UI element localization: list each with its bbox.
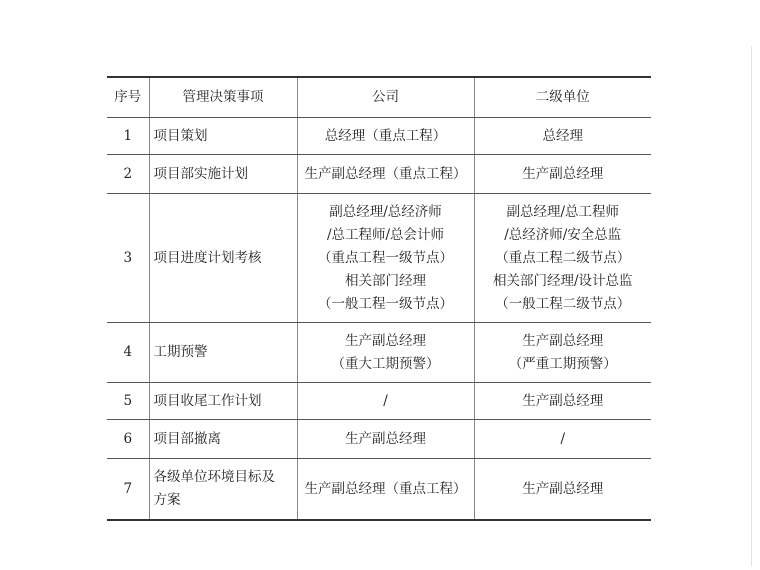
row-second-level-line: 生产副总经理 <box>522 480 604 497</box>
table-row <box>107 323 651 383</box>
row-item <box>149 155 297 194</box>
row-company-line: / <box>383 392 388 409</box>
row-second-level <box>474 155 651 194</box>
row-second-level-line: （重点工程二级节点） <box>495 249 631 266</box>
row-index: 4 <box>107 323 149 383</box>
table-row <box>107 383 651 420</box>
row-item <box>149 383 297 420</box>
row-index: 2 <box>107 155 149 194</box>
header-second-level: 二级单位 <box>474 77 651 118</box>
row-second-level-line: /总经济师/安全总监 <box>504 226 622 243</box>
header-row <box>107 77 651 118</box>
row-item <box>149 459 297 521</box>
header-index: 序号 <box>107 77 149 118</box>
row-company-line: 生产副总经理 <box>345 430 426 447</box>
row-item-line: 项目收尾工作计划 <box>153 392 262 409</box>
row-second-level-line: 生产副总经理 <box>522 392 604 409</box>
row-second-level-line: 生产副总经理 <box>522 332 604 349</box>
row-company-line: （重大工期预警） <box>331 355 440 372</box>
row-company-line: /总工程师/总会计师 <box>326 226 445 243</box>
row-company-line: 生产副总经理（重点工程） <box>304 480 467 497</box>
row-item-line: 项目部撤离 <box>153 430 221 447</box>
row-index: 3 <box>107 194 149 323</box>
row-item-line: 项目部实施计划 <box>153 165 248 182</box>
row-company-line: （重点工程一级节点） <box>318 249 453 266</box>
row-company <box>297 155 474 194</box>
table-row <box>107 420 651 459</box>
decision-matrix-table <box>107 76 651 521</box>
row-second-level-line: 总经理 <box>542 127 583 144</box>
row-index: 7 <box>107 459 149 521</box>
header-company: 公司 <box>297 77 474 118</box>
row-second-level <box>474 383 651 420</box>
row-company-line: 相关部门经理 <box>345 272 426 289</box>
row-index: 1 <box>107 118 149 155</box>
table-row <box>107 459 651 521</box>
row-second-level <box>474 118 651 155</box>
row-company-line: 生产副总经理 <box>345 332 426 349</box>
row-company <box>297 118 474 155</box>
page-edge-line <box>751 46 752 566</box>
row-item-line: 项目策划 <box>153 127 208 144</box>
row-company <box>297 420 474 459</box>
table-body <box>107 118 651 521</box>
row-second-level-line: （一般工程二级节点） <box>495 295 631 312</box>
row-item <box>149 194 297 323</box>
row-company-line: 副总经理/总经济师 <box>329 203 442 220</box>
row-company <box>297 383 474 420</box>
row-item <box>149 420 297 459</box>
row-company <box>297 194 474 323</box>
row-item <box>149 118 297 155</box>
row-item <box>149 323 297 383</box>
table-row <box>107 118 651 155</box>
table-row <box>107 194 651 323</box>
row-second-level <box>474 194 651 323</box>
row-item-line: 各级单位环境目标及 <box>153 469 275 485</box>
table-header <box>107 77 651 118</box>
row-company-line: 生产副总经理（重点工程） <box>304 165 467 182</box>
row-company-line: 总经理（重点工程） <box>324 127 447 144</box>
row-item-line: 方案 <box>153 492 181 508</box>
row-second-level-line: 生产副总经理 <box>522 165 604 182</box>
row-index: 5 <box>107 383 149 420</box>
row-index: 6 <box>107 420 149 459</box>
header-item: 管理决策事项 <box>149 77 297 118</box>
row-item-line: 工期预警 <box>153 344 208 360</box>
row-company <box>297 323 474 383</box>
row-company <box>297 459 474 521</box>
row-item-line: 项目进度计划考核 <box>153 249 262 266</box>
row-second-level-line: / <box>560 430 566 447</box>
row-company-line: （一般工程一级节点） <box>318 295 453 312</box>
row-second-level-line: （严重工期预警） <box>508 355 617 372</box>
row-second-level <box>474 420 651 459</box>
row-second-level <box>474 459 651 521</box>
table-row <box>107 155 651 194</box>
row-second-level <box>474 323 651 383</box>
row-second-level-line: 相关部门经理/设计总监 <box>492 272 633 289</box>
row-second-level-line: 副总经理/总工程师 <box>506 203 620 220</box>
